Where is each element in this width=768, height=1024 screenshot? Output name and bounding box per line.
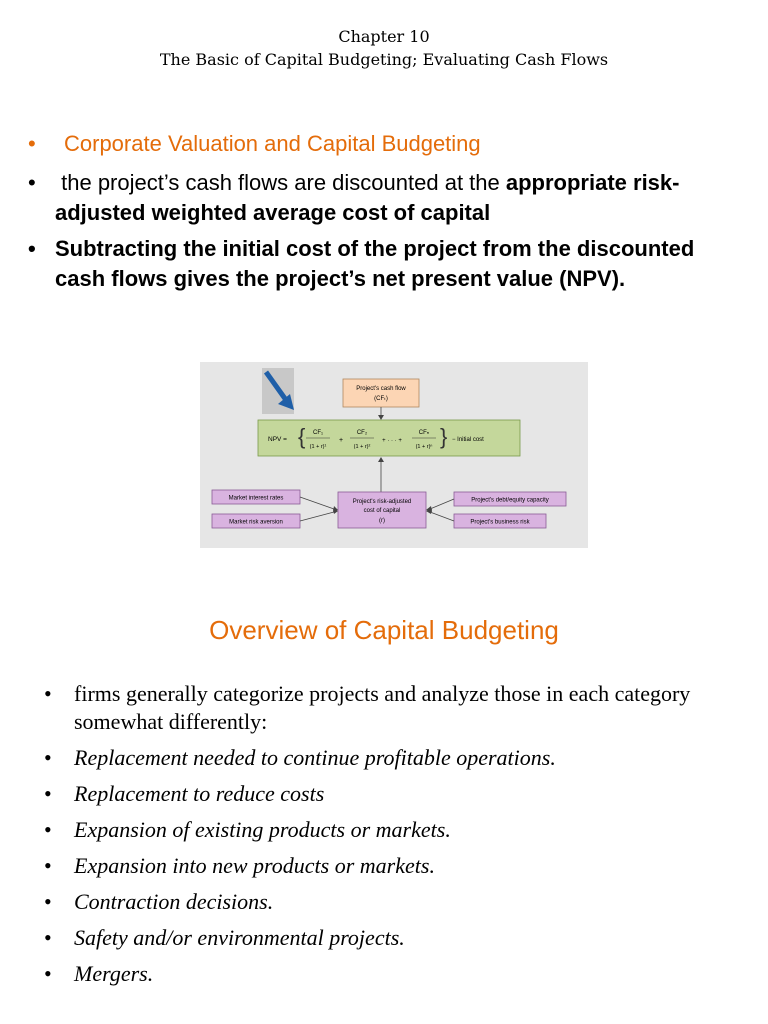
ellipsis-sign: + · · · +	[382, 438, 402, 444]
market-risk-label: Market risk aversion	[229, 519, 283, 526]
overview-heading: Overview of Capital Budgeting	[209, 615, 559, 645]
svg-text:}: }	[440, 424, 448, 449]
project-categories-list	[44, 680, 744, 996]
chapter-title: The Basic of Capital Budgeting; Evaluating Cash Flows	[159, 50, 609, 69]
cash-flow-label-1: Project's cash flow	[356, 386, 406, 392]
list-item: • Expansion into new products or markets.	[44, 853, 435, 878]
cfn-label: CFₙ	[418, 430, 430, 436]
wacc-label-2: cost of capital	[363, 508, 401, 514]
list-item: • Contraction decisions.	[44, 889, 274, 914]
cf2-label: CF₂	[356, 430, 368, 436]
bullet-dot: •	[28, 236, 36, 261]
list-item: • Expansion of existing products or markets.	[44, 817, 451, 842]
cash-flow-box	[343, 379, 419, 407]
wacc-label-1: Project's risk-adjusted	[352, 499, 412, 505]
den2-label: (1 + r)²	[353, 444, 371, 450]
bullet-cash-flows-discounted	[28, 168, 748, 228]
section-heading: Corporate Valuation and Capital Budgeting	[64, 131, 481, 156]
bullet-subtracting-initial-cost	[28, 234, 748, 294]
den1-label: (1 + r)¹	[309, 444, 327, 450]
list-item: • Mergers.	[44, 961, 154, 986]
svg-text:{: {	[298, 424, 306, 449]
wacc-label-3: (r)	[379, 518, 385, 524]
initial-cost-label: − Initial cost	[452, 437, 484, 443]
bullet-dot: •	[44, 961, 52, 986]
bullet-dot: •	[44, 681, 52, 706]
npv-label: NPV =	[268, 436, 287, 443]
business-risk-label: Project's business risk	[470, 519, 530, 526]
bullet-dot: •	[44, 853, 52, 878]
bullet-dot: •	[44, 745, 52, 770]
cash-flow-label-2: (CFₜ)	[374, 396, 388, 402]
market-interest-label: Market interest rates	[228, 495, 284, 502]
bullet-dot: •	[44, 781, 52, 806]
npv-diagram	[200, 362, 588, 548]
list-item: • Replacement needed to continue profitable operations.	[44, 745, 556, 770]
cf1-label: CF₁	[312, 430, 324, 436]
bullet-dot: •	[44, 925, 52, 950]
bullet-dot: •	[28, 170, 36, 195]
list-item	[44, 680, 744, 736]
bullet-dot: •	[28, 131, 36, 156]
chapter-number: Chapter 10	[338, 27, 430, 46]
bullet-dot: •	[44, 889, 52, 914]
bullet-dot: •	[44, 817, 52, 842]
list-intro-text: firms generally categorize projects and analyze those in each category somewhat differently:	[74, 681, 691, 734]
debt-equity-label: Project's debt/equity capacity	[471, 497, 549, 504]
bullet-text: the project’s cash flows are discounted at the appropriate risk-adjusted weighted average cost of capital	[55, 170, 680, 225]
bullet-text: Subtracting the initial cost of the project from the discounted cash flows gives the project’s net present value (NPV).	[55, 236, 695, 291]
denn-label: (1 + r)ⁿ	[415, 444, 433, 450]
list-item: • Safety and/or environmental projects.	[44, 925, 405, 950]
plus-sign: +	[338, 437, 344, 444]
list-item: • Replacement to reduce costs	[44, 781, 325, 806]
